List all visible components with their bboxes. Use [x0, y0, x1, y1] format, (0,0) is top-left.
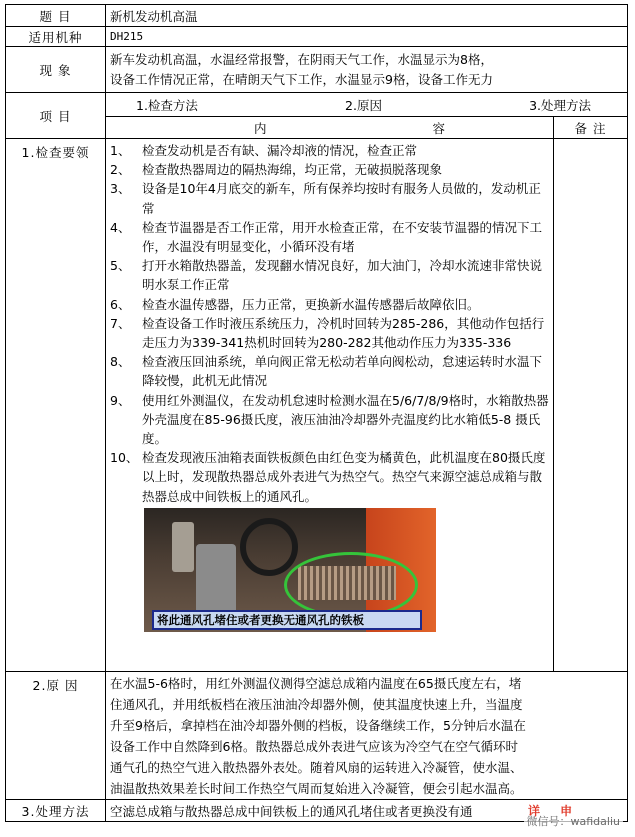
engine-compartment-photo: [144, 508, 436, 632]
item-cause: 2.原因: [345, 97, 382, 113]
photo-hose: [240, 518, 298, 576]
list-item: 9、 使用红外测温仪，在发动机怠速时检测水温在5/6/7/8/9格时，水箱散热器外壳温度在85-96摄氏度，液压油油冷却器外壳温度约比水箱低5-8 摄氏度。: [110, 392, 549, 447]
title-row: [6, 5, 628, 27]
check-label: 1.检查要领: [6, 139, 106, 672]
model-label: 适用机种: [6, 27, 106, 47]
item-treatment: 3.处理方法: [529, 97, 591, 113]
content-header-char: 容: [432, 120, 445, 136]
check-content: [106, 139, 554, 672]
items-row: [6, 93, 628, 117]
phenomenon-row: [6, 47, 628, 93]
cause-line: 住通风孔，并用纸板档在液压油油冷却器外侧，使其温度快速上升，当温度: [110, 697, 523, 712]
note-header: 备 注: [554, 117, 628, 139]
check-note: [554, 139, 628, 672]
list-item: 8、 检查液压回油系统，单向阀正常无松动若单向阀松动，怠速运转时水温下降较慢，此机无此情况: [110, 354, 543, 389]
cause-row: [6, 672, 628, 800]
photo-highlight-ring: [284, 552, 418, 618]
red-stamp-text: 详 申: [528, 804, 581, 818]
cause-content: [106, 672, 628, 800]
photo-reservoir: [172, 522, 194, 572]
model-value: DH215: [106, 27, 628, 47]
cause-line: 升至9格后，拿掉档在油冷却器外侧的档板，设备继续工作，5分钟后水温在: [110, 718, 526, 733]
list-item: 7、 检查设备工作时液压系统压力，冷机时回转为285-286，其他动作包括行走压力为339-341热机时回转为280-282其他动作压力为335-336: [110, 315, 545, 351]
photo-caption: 将此通风孔堵住或者更换无通风孔的铁板: [152, 610, 422, 630]
list-item: 5、 打开水箱散热器盖，发现翻水情况良好，加大油门，冷却水流速非常快说明水泵工作正常: [110, 258, 543, 293]
list-item: 3、 设备是10年4月底交的新车，所有保养均按时有服务人员做的，发动机正常: [110, 181, 541, 216]
items-label: 项 目: [6, 93, 106, 139]
model-row: [6, 27, 628, 47]
content-header-char: 内: [254, 120, 267, 136]
wechat-watermark: 微信号：wafidaliu: [524, 813, 623, 829]
list-item: 2、 检查散热器周边的隔热海绵，均正常，无破损脱落现象: [110, 162, 443, 178]
cause-line: 通气孔的热空气进入散热器外表处。随着风扇的运转进入冷凝管，使水温、: [110, 760, 523, 775]
cause-line: 油温散热效果差长时间工作热空气周而复始进入冷凝管，便会引起水温高。: [110, 781, 523, 796]
item-check-method: 1.检查方法: [136, 97, 198, 113]
list-item: 6、 检查水温传感器，压力正常，更换新水温传感器后故障依旧。: [110, 296, 480, 312]
check-row: [6, 139, 628, 672]
content-header: [106, 117, 554, 139]
method-label: 3.处理方法: [6, 800, 106, 822]
method-value: 空滤总成箱与散热器总成中间铁板上的通风孔堵住或者更换没有通: [106, 800, 628, 822]
title-value: 新机发动机高温: [106, 5, 628, 27]
items-entries: [106, 93, 628, 117]
check-list: [106, 139, 553, 506]
phenomenon-line: 设备工作情况正常，在晴朗天气下工作，水温显示9格，设备工作无力: [110, 71, 493, 87]
cause-label: 2.原 因: [6, 672, 106, 800]
phenomenon-line: 新车发动机高温，水温经常报警，在阴雨天气工作，水温显示为8格，: [110, 51, 493, 67]
list-item: 4、 检查节温器是否工作正常，用开水检查正常，在不安装节温器的情况下工作，水温没有明显变化，小循环没有堵: [110, 219, 543, 255]
list-item: 1、 检查发动机是否有缺、漏冷却液的情况，检查正常: [110, 143, 418, 158]
list-item: 10、 检查发现液压油箱表面铁板颜色由红色变为橘黄色，此机温度在80摄氏度以上时，发现散热器总成外表进气为热空气。热空气来源空滤总成箱与散热器总成中间铁板上的通风孔。: [110, 450, 546, 504]
phenomenon-label: 现 象: [6, 47, 106, 93]
title-label: 题 目: [6, 5, 106, 27]
phenomenon-value: [106, 47, 628, 93]
cause-line: 在水温5-6格时，用红外测温仪测得空滤总成箱内温度在65摄氏度左右，堵: [110, 676, 522, 691]
cause-line: 设备工作中自然降到6格。散热器总成外表进气应该为冷空气在空气循环时: [110, 739, 518, 754]
photo-filter-housing: [196, 544, 236, 618]
fault-report-table: [5, 4, 628, 822]
